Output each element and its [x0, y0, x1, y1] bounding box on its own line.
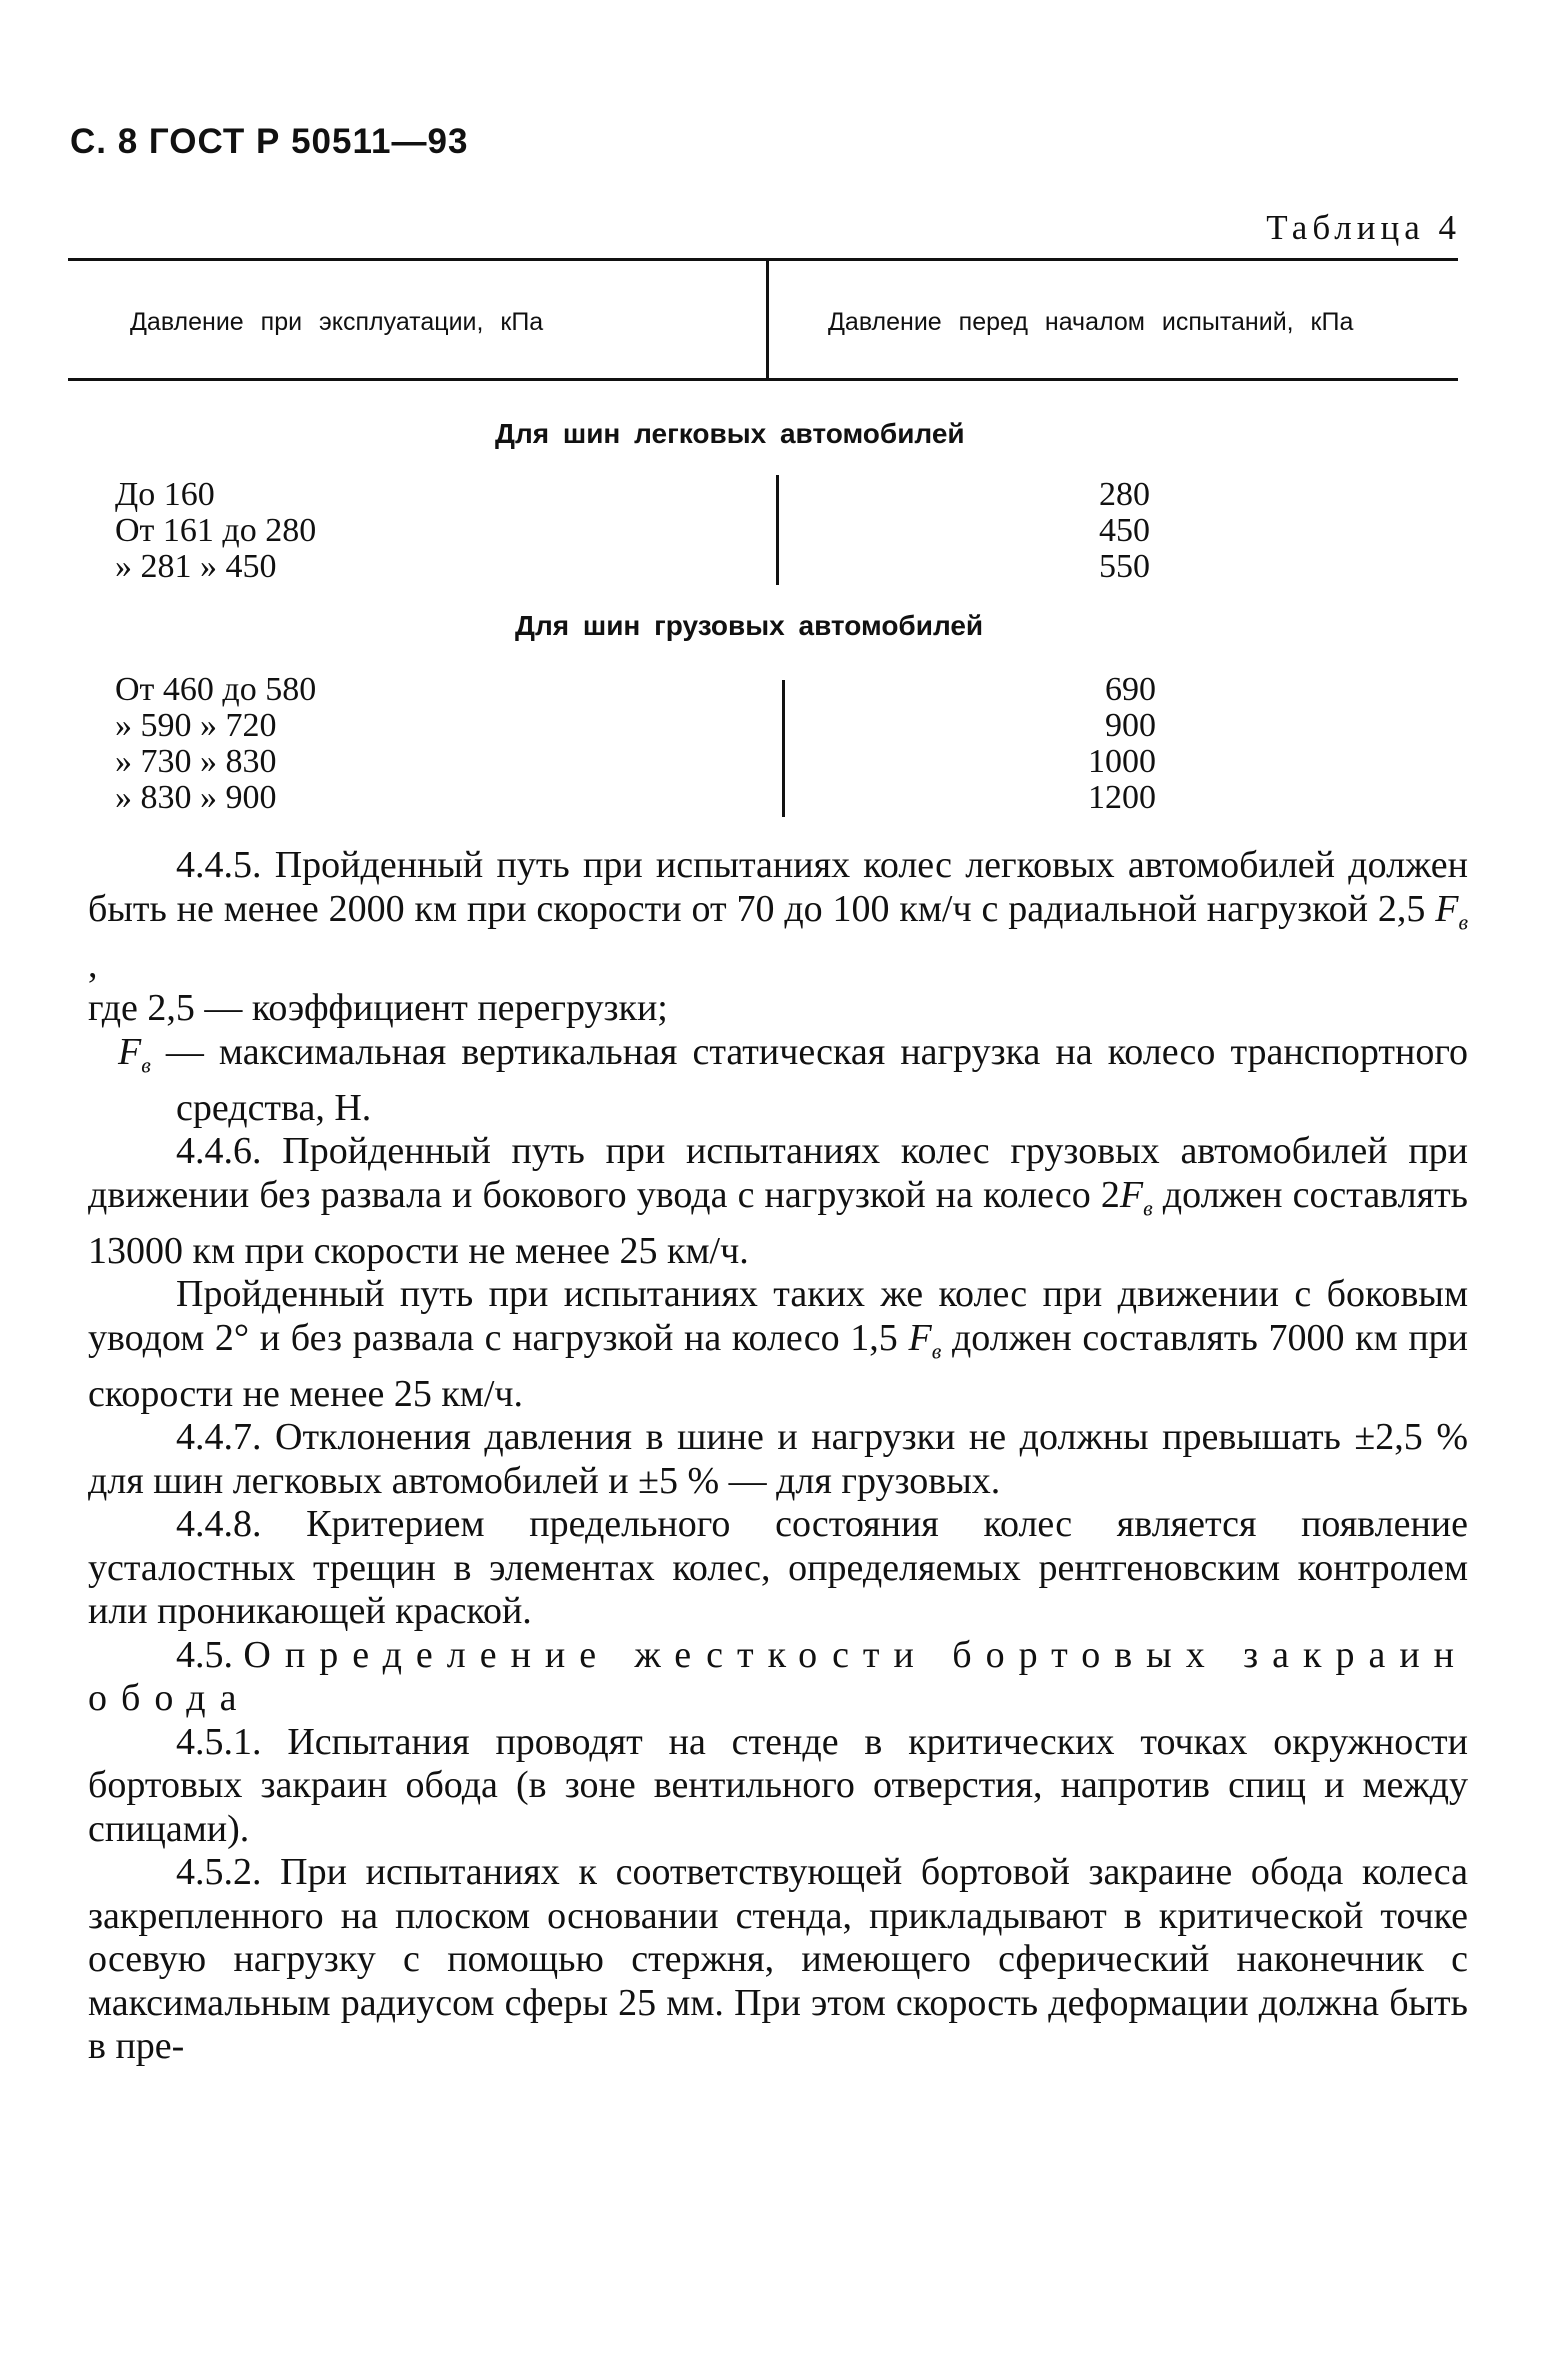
page-header: С. 8 ГОСТ Р 50511—93 — [70, 122, 469, 161]
table-cell-test: 550 — [1099, 548, 1150, 585]
table-cell-operating: » 730 » 830 — [115, 743, 277, 780]
group-title-trucks: Для шин грузовых автомобилей — [515, 610, 984, 641]
table-cell-operating: » 830 » 900 — [115, 779, 277, 816]
table-cell-test: 1000 — [1088, 743, 1156, 780]
paragraph-4-4-7: 4.4.7. Отклонения давления в шине и нагрузки не должны превышать ±2,5 % для шин легковых автомобилей и ±5 % — для грузовых. — [88, 1416, 1468, 1502]
table-cell-operating: От 460 до 580 — [115, 671, 317, 708]
paragraph-4-4-5-where: где 2,5 — коэффициент перегрузки; — [88, 987, 668, 1030]
table-cell-operating: » 590 » 720 — [115, 707, 277, 744]
paragraph-4-4-5-definition: $F_в$ — максимальная вертикальная статическая нагрузка на колесо транспортного средства, Н. — [118, 1030, 1469, 1129]
table-cell-test: 900 — [1105, 707, 1156, 744]
table-cell-test: 1200 — [1088, 779, 1156, 816]
table-cell-test: 450 — [1099, 512, 1150, 549]
paragraph-4-5-1: 4.5.1. Испытания проводят на стенде в критических точках окружности бортовых закраин обода (в зоне вентильного отверстия, напротив спиц и между спицами). — [88, 1720, 1468, 1850]
paragraph-4-4-6-continued: Пройденный путь при испытаниях таких же колес при движении с боковым уводом 2° и без развала с нагрузкой на колесо 1,5 $F_в$ должен составлять 7000 км при скорости не менее 25 км/ч. — [88, 1273, 1469, 1415]
column-header-operating-pressure: Давление при эксплуатации, кПа — [130, 308, 544, 336]
column-header-test-pressure: Давление перед началом испытаний, кПа — [828, 308, 1354, 336]
table-cell-operating: До 160 — [115, 476, 215, 513]
table-caption: Таблица 4 — [1266, 208, 1461, 247]
table-header-rule — [68, 378, 1458, 381]
table-cell-test: 690 — [1105, 671, 1156, 708]
group-title-passenger: Для шин легковых автомобилей — [495, 418, 965, 449]
body-text — [88, 844, 1468, 2069]
table-header-divider — [766, 258, 769, 378]
group-divider-trucks — [782, 680, 785, 817]
paragraph-4-4-8: 4.4.8. Критерием предельного состояния колес является появление усталостных трещин в элементах колес, определяемых рентгеновским контролем или проникающей краской. — [88, 1503, 1468, 1633]
paragraph-4-5-2: 4.5.2. При испытаниях к соответствующей бортовой закраине обода колеса закрепленного на плоском основании стенда, прикладывают в критической точке осевую нагрузку с помощью стержня, имеющего сферический наконечник с максимальным радиусом сферы 25 мм. При этом скорость деформации должна быть в пре- — [88, 1851, 1468, 2068]
table-cell-test: 280 — [1099, 476, 1150, 513]
table-top-rule — [68, 258, 1458, 261]
paragraph-4-4-6: 4.4.6. Пройденный путь при испытаниях колес грузовых автомобилей при движении без развала и бокового увода с нагрузкой на колесо $2F_в$ должен составлять 13000 км при скорости не менее 25 км/ч. — [88, 1130, 1469, 1272]
paragraph-4-4-5: 4.4.5. Пройденный путь при испытаниях колес легковых автомобилей должен быть не менее 2000 км при скорости от 70 до 100 км/ч с радиальной нагрузкой 2,5 $F_в$ , — [88, 844, 1469, 986]
section-heading-4-5: 4.5. Определение жесткости бортовых закраин обода — [88, 1633, 1469, 1720]
group-divider-passenger — [776, 475, 779, 585]
table-cell-operating: От 161 до 280 — [115, 512, 317, 549]
table-cell-operating: » 281 » 450 — [115, 548, 277, 585]
